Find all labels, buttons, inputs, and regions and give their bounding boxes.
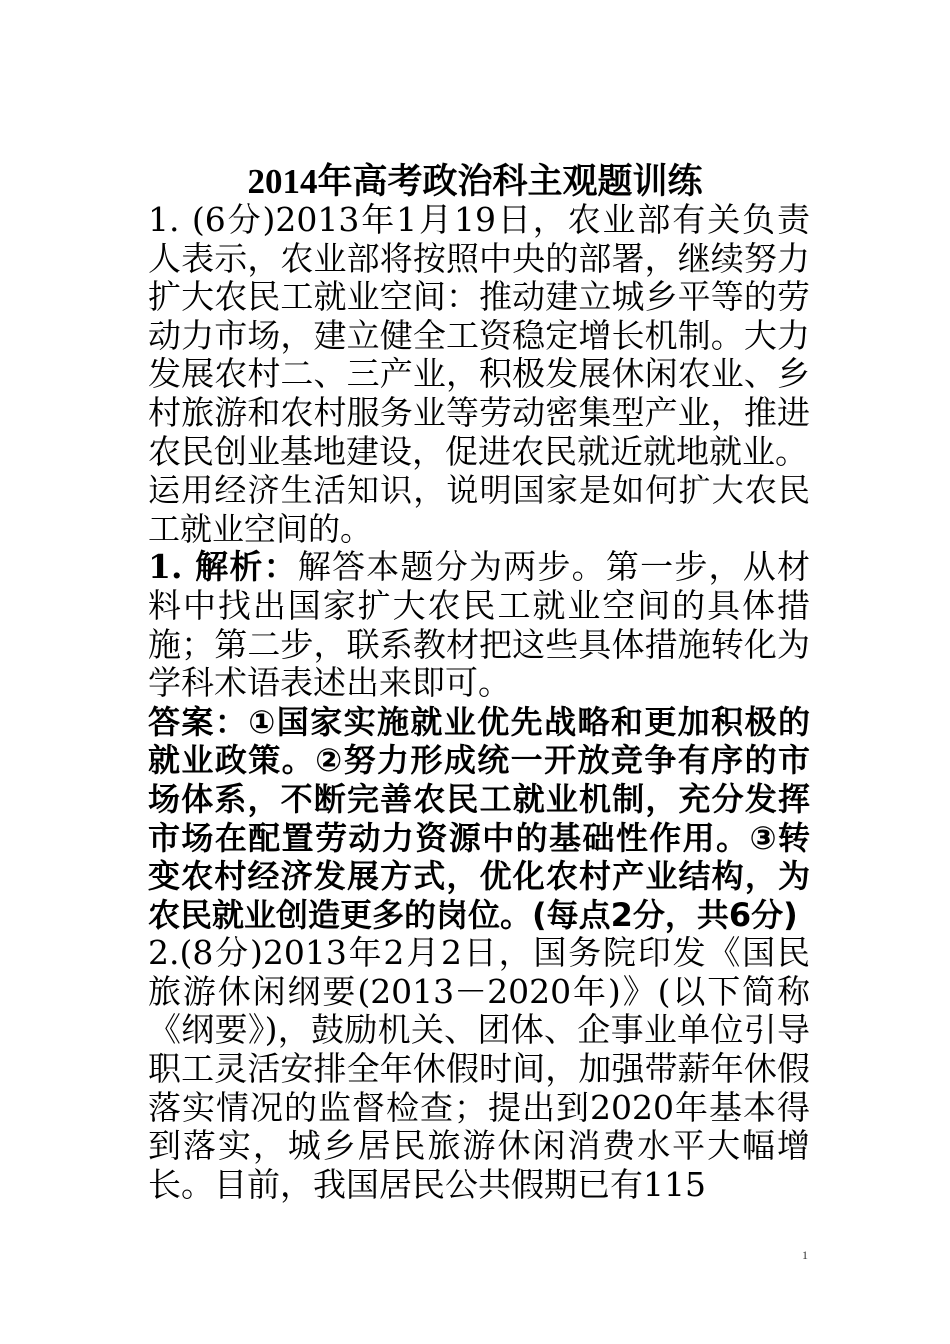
question-1-analysis — [148, 548, 810, 702]
question-1-prompt: 运用经济生活知识，说明国家是如何扩大农民工就业空间的。 — [148, 471, 810, 548]
document-body — [148, 201, 810, 1204]
page-number: 1 — [802, 1248, 808, 1262]
question-1-material: 1. (6分)2013年1月19日，农业部有关负责人表示，农业部将按照中央的部署，继续努力扩大农民工就业空间：推动建立城乡平等的劳动力市场，建立健全工资稳定增长机制。大力发展农村二、三产业，积极发展休闲农业、乡村旅游和农村服务业等劳动密集型产业，推进农民创业基地建设，促进农民就近就地就业。 — [148, 200, 810, 471]
document-title: 2014年高考政治科主观题训练 — [247, 162, 703, 201]
analysis-text: 解答本题分为两步。第一步，从材料中找出国家扩大农民工就业空间的具体措施；第二步，联系教材把这些具体措施转化为学科术语表述出来即可。 — [148, 547, 810, 703]
analysis-label: 1. 解析： — [148, 547, 298, 587]
question-2-material: 2.(8分)2013年2月2日，国务院印发《国民旅游休闲纲要(2013－2020年)》(以下简称《纲要》)，鼓励机关、团体、企事业单位引导职工灵活安排全年休假时间，加强带薪年休假落实情况的监督检查；提出到2020年基本得到落实，城乡居民旅游休闲消费水平大幅增长。目前，我国居民公共假期已有115 — [148, 933, 810, 1204]
question-1-answer: 答案：①国家实施就业优先战略和更加积极的就业政策。②努力形成统一开放竞争有序的市场体系，不断完善农民工就业机制，充分发挥市场在配置劳动力资源中的基础性作用。③转变农村经济发展方式，优化农村产业结构，为农民就业创造更多的岗位。(每点2分，共6分) — [148, 702, 810, 934]
